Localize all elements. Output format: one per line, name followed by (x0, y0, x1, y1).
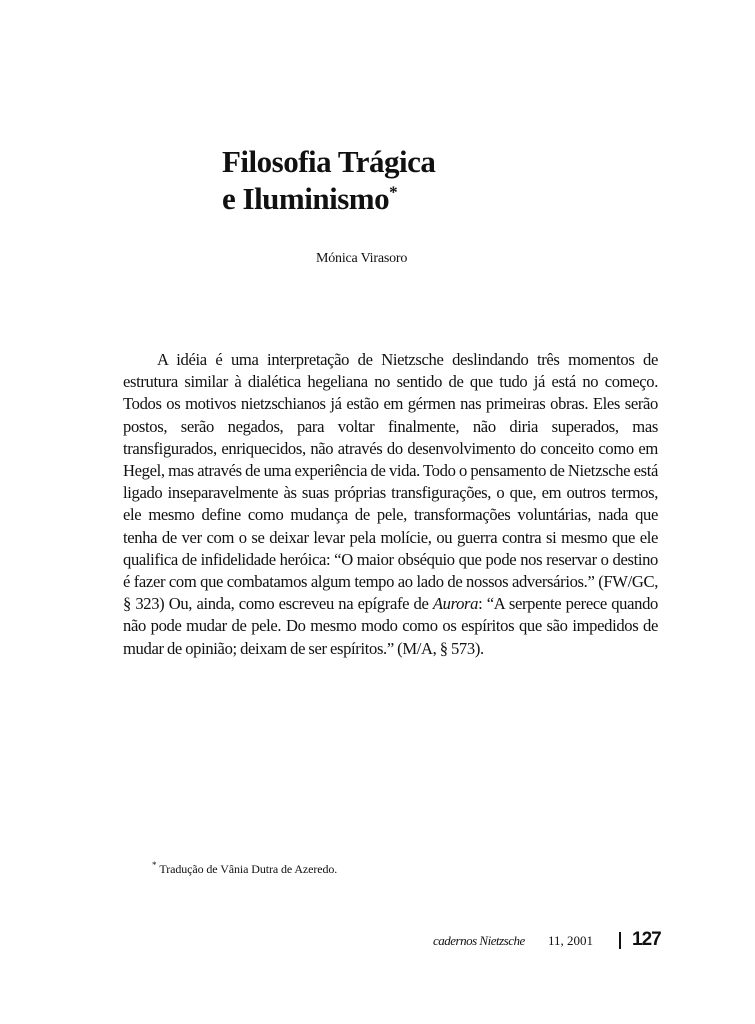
article-title-line-2: e Iluminismo (222, 181, 390, 216)
journal-name: cadernos Nietzsche (433, 933, 525, 948)
author-name: Mónica Virasoro (316, 251, 408, 266)
page-number: 127 (632, 929, 661, 950)
footnote (152, 860, 337, 877)
body-paragraph-text-2: : “A serpente perece quando não pode mudar de pele. Do mesmo modo como os espíritos que são impedidos de mudar de opinião; deixam de ser espíritos.” (M/A, § 573). (123, 594, 658, 658)
footer-divider (619, 932, 621, 949)
volume-year: 11, 2001 (548, 933, 594, 948)
running-footer (400, 930, 660, 952)
article-title-line-1: Filosofia Trágica (222, 144, 436, 179)
title-footnote-marker: * (389, 182, 398, 202)
footnote-text: Tradução de Vânia Dutra de Azeredo. (159, 862, 338, 876)
article-title (222, 143, 435, 217)
body-paragraph-text-1: A idéia é uma interpretação de Nietzsche deslindando três momentos de estrutura similar à dialética hegeliana no sentido de que tudo já está no começo. Todos os motivos nietzschianos já estão em gérmen nas primeiras obras. Eles serão postos, serão negados, para voltar finalmente, não diria superados, mas transfigurados, enriquecidos, não através do desenvolvimento do conceito como em Hegel, mas através de uma experiência de vida. Todo o pensamento de Nietzsche está ligado inseparavelmente às suas próprias transfigurações, o que, em outros termos, ele mesmo define como mudança de pele, transformações voluntárias, nada que tenha de ver com o se deixar levar pela molície, ou guerra contra si mesmo que ele qualifica de infidelidade heróica: “O maior obséquio que pode nos reservar o destino é fazer com que combatamos algum tempo ao lado de nossos adversários.” (FW/GC, § 323) Ou, ainda, como escreveu na epígrafe de (123, 350, 658, 614)
body-paragraph (123, 349, 658, 660)
body-paragraph-italic-title: Aurora (432, 594, 479, 614)
footnote-marker: * (152, 860, 157, 870)
